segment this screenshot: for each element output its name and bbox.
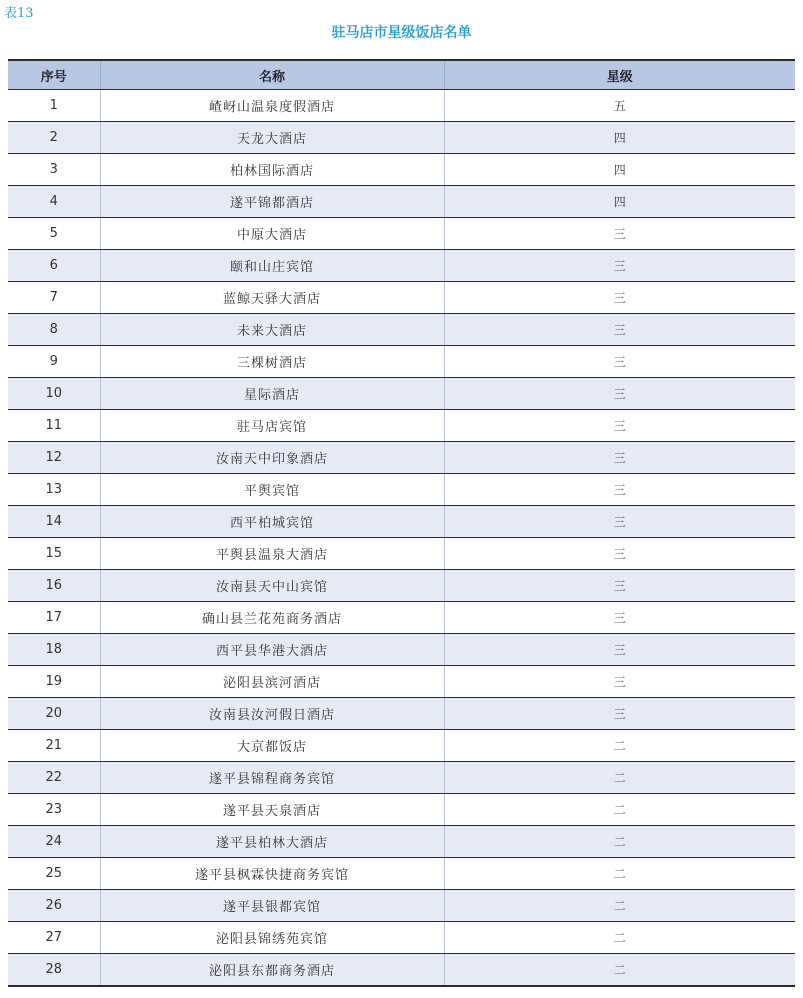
- row-number-cell: 15: [8, 538, 100, 570]
- hotel-name-cell: 西平柏城宾馆: [100, 506, 444, 538]
- row-number-cell: 22: [8, 762, 100, 794]
- hotel-name-cell: 遂平县锦程商务宾馆: [100, 762, 444, 794]
- hotel-name-cell: 泌阳县锦绣苑宾馆: [100, 922, 444, 954]
- table-label: 表13: [4, 6, 34, 21]
- hotel-name-cell: 遂平县天泉酒店: [100, 794, 444, 826]
- row-number-cell: 16: [8, 570, 100, 602]
- star-rating-cell: 四: [444, 154, 795, 186]
- row-number-cell: 23: [8, 794, 100, 826]
- hotel-name-cell: 嵖岈山温泉度假酒店: [100, 90, 444, 122]
- table-row: [8, 378, 795, 410]
- star-rating-cell: 二: [444, 826, 795, 858]
- hotel-name-cell: 驻马店宾馆: [100, 410, 444, 442]
- row-number-cell: 27: [8, 922, 100, 954]
- star-rating-cell: 三: [444, 378, 795, 410]
- star-rating-cell: 三: [444, 314, 795, 346]
- row-number-cell: 24: [8, 826, 100, 858]
- row-number-cell: 11: [8, 410, 100, 442]
- star-rating-cell: 三: [444, 698, 795, 730]
- row-number-cell: 3: [8, 154, 100, 186]
- row-number-cell: 9: [8, 346, 100, 378]
- table-row: [8, 250, 795, 282]
- star-rating-cell: 三: [444, 218, 795, 250]
- row-number-cell: 28: [8, 954, 100, 987]
- row-number-cell: 10: [8, 378, 100, 410]
- star-rating-cell: 三: [444, 250, 795, 282]
- table-row: [8, 730, 795, 762]
- column-header-star: 星级: [444, 60, 795, 90]
- table-row: [8, 794, 795, 826]
- table-row: [8, 186, 795, 218]
- table-header-row: [8, 60, 795, 90]
- row-number-cell: 12: [8, 442, 100, 474]
- hotel-list-table: [8, 59, 795, 987]
- column-header-name: 名称: [100, 60, 444, 90]
- table-row: [8, 314, 795, 346]
- hotel-name-cell: 确山县兰花苑商务酒店: [100, 602, 444, 634]
- row-number-cell: 8: [8, 314, 100, 346]
- table-row: [8, 762, 795, 794]
- table-row: [8, 410, 795, 442]
- table-row: [8, 954, 795, 987]
- star-rating-cell: 二: [444, 762, 795, 794]
- row-number-cell: 18: [8, 634, 100, 666]
- hotel-name-cell: 泌阳县东都商务酒店: [100, 954, 444, 987]
- star-rating-cell: 三: [444, 666, 795, 698]
- row-number-cell: 6: [8, 250, 100, 282]
- row-number-cell: 4: [8, 186, 100, 218]
- star-rating-cell: 二: [444, 794, 795, 826]
- star-rating-cell: 三: [444, 282, 795, 314]
- table-row: [8, 666, 795, 698]
- star-rating-cell: 三: [444, 538, 795, 570]
- star-rating-cell: 三: [444, 346, 795, 378]
- table-row: [8, 218, 795, 250]
- hotel-name-cell: 平舆县温泉大酒店: [100, 538, 444, 570]
- table-row: [8, 922, 795, 954]
- hotel-name-cell: 遂平县枫霖快捷商务宾馆: [100, 858, 444, 890]
- star-rating-cell: 二: [444, 890, 795, 922]
- row-number-cell: 26: [8, 890, 100, 922]
- hotel-name-cell: 平舆宾馆: [100, 474, 444, 506]
- hotel-name-cell: 柏林国际酒店: [100, 154, 444, 186]
- star-rating-cell: 三: [444, 506, 795, 538]
- table-row: [8, 346, 795, 378]
- hotel-name-cell: 西平县华港大酒店: [100, 634, 444, 666]
- column-header-no: 序号: [8, 60, 100, 90]
- table-row: [8, 538, 795, 570]
- star-rating-cell: 三: [444, 602, 795, 634]
- hotel-name-cell: 星际酒店: [100, 378, 444, 410]
- table-row: [8, 858, 795, 890]
- hotel-name-cell: 大京都饭店: [100, 730, 444, 762]
- hotel-name-cell: 未来大酒店: [100, 314, 444, 346]
- hotel-name-cell: 遂平县银都宾馆: [100, 890, 444, 922]
- row-number-cell: 7: [8, 282, 100, 314]
- table-row: [8, 282, 795, 314]
- hotel-name-cell: 遂平锦都酒店: [100, 186, 444, 218]
- hotel-name-cell: 蓝鲸天驿大酒店: [100, 282, 444, 314]
- row-number-cell: 20: [8, 698, 100, 730]
- star-rating-cell: 二: [444, 730, 795, 762]
- star-rating-cell: 四: [444, 186, 795, 218]
- table-row: [8, 602, 795, 634]
- row-number-cell: 14: [8, 506, 100, 538]
- hotel-name-cell: 中原大酒店: [100, 218, 444, 250]
- hotel-name-cell: 汝南县汝河假日酒店: [100, 698, 444, 730]
- table-row: [8, 154, 795, 186]
- star-rating-cell: 四: [444, 122, 795, 154]
- star-rating-cell: 二: [444, 858, 795, 890]
- star-rating-cell: 二: [444, 954, 795, 987]
- row-number-cell: 5: [8, 218, 100, 250]
- star-rating-cell: 三: [444, 474, 795, 506]
- star-rating-cell: 三: [444, 634, 795, 666]
- hotel-name-cell: 天龙大酒店: [100, 122, 444, 154]
- table-row: [8, 442, 795, 474]
- row-number-cell: 25: [8, 858, 100, 890]
- table-row: [8, 890, 795, 922]
- table-row: [8, 570, 795, 602]
- star-rating-cell: 三: [444, 570, 795, 602]
- hotel-name-cell: 汝南天中印象酒店: [100, 442, 444, 474]
- table-row: [8, 506, 795, 538]
- row-number-cell: 2: [8, 122, 100, 154]
- table-row: [8, 90, 795, 122]
- hotel-name-cell: 汝南县天中山宾馆: [100, 570, 444, 602]
- row-number-cell: 1: [8, 90, 100, 122]
- row-number-cell: 17: [8, 602, 100, 634]
- table-row: [8, 826, 795, 858]
- star-rating-cell: 二: [444, 922, 795, 954]
- table-row: [8, 474, 795, 506]
- hotel-name-cell: 泌阳县滨河酒店: [100, 666, 444, 698]
- row-number-cell: 13: [8, 474, 100, 506]
- page-title: 驻马店市星级饭店名单: [331, 25, 472, 41]
- table-row: [8, 698, 795, 730]
- star-rating-cell: 五: [444, 90, 795, 122]
- table-row: [8, 634, 795, 666]
- row-number-cell: 19: [8, 666, 100, 698]
- row-number-cell: 21: [8, 730, 100, 762]
- star-rating-cell: 三: [444, 410, 795, 442]
- table-row: [8, 122, 795, 154]
- star-rating-cell: 三: [444, 442, 795, 474]
- hotel-name-cell: 颐和山庄宾馆: [100, 250, 444, 282]
- hotel-name-cell: 三棵树酒店: [100, 346, 444, 378]
- hotel-name-cell: 遂平县柏林大酒店: [100, 826, 444, 858]
